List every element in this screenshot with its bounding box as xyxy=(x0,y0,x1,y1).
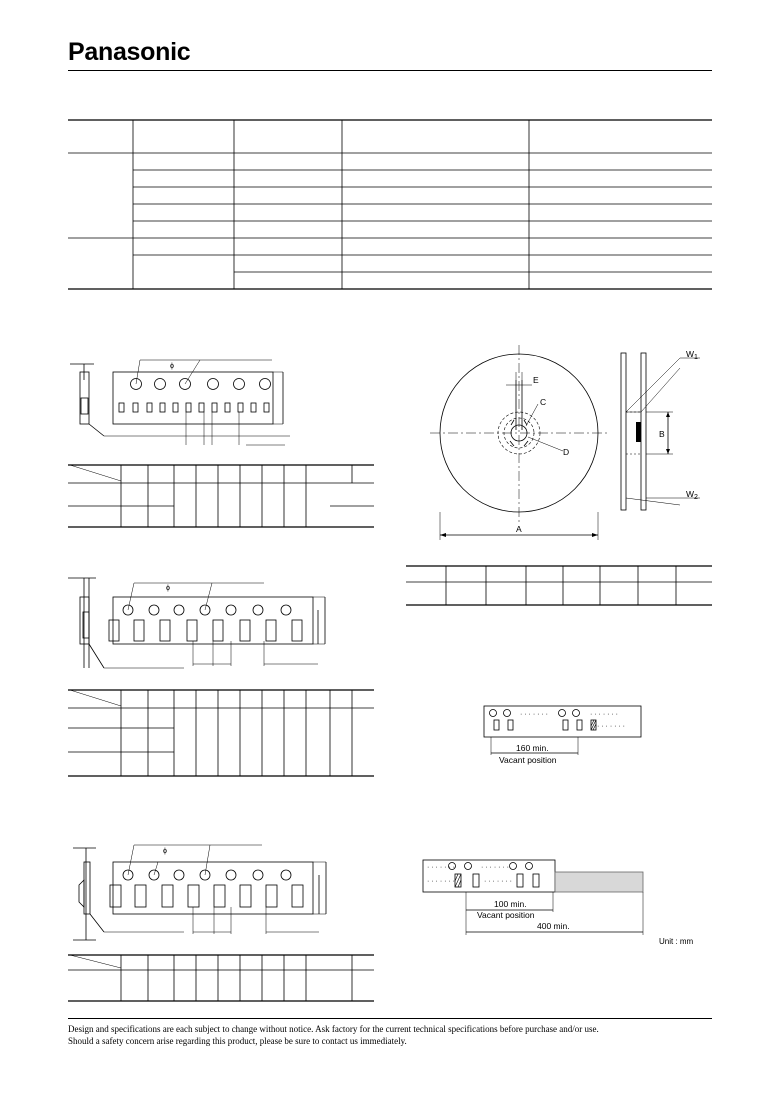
reel-side-view xyxy=(621,349,700,510)
footer-line-2: Should a safety concern arise regarding this product, please be sure to contact us immediately. xyxy=(68,1035,407,1046)
tape-table-1 xyxy=(68,465,374,527)
trailer-vacant-label: Vacant position xyxy=(477,910,535,920)
label-D: D xyxy=(563,447,570,457)
component-cavities-2 xyxy=(109,620,302,641)
label-E: E xyxy=(533,375,539,385)
leader-160-label: 160 min. xyxy=(516,743,549,753)
trailer-dots-4: · · · · · · · xyxy=(484,878,512,885)
sprocket-holes-3 xyxy=(123,870,291,880)
label-W1: W xyxy=(686,349,695,359)
reel-table xyxy=(406,566,712,605)
panasonic-logo: Panasonic xyxy=(68,38,191,66)
leader-dots-3: · · · · · · · xyxy=(597,723,625,730)
tape-drawing-1 xyxy=(70,360,290,445)
phi-label-1: ϕ xyxy=(170,363,174,370)
trailer-dots-3: · · · · · · · xyxy=(427,878,455,885)
label-A: A xyxy=(516,524,522,534)
trailer-dots-2: · · · · · · · xyxy=(481,864,509,871)
tape-table-3 xyxy=(68,955,374,1001)
tape-table-2 xyxy=(68,690,374,776)
unit-label: Unit : mm xyxy=(659,937,694,946)
label-W2-sub: 2 xyxy=(694,494,698,501)
phi-label-3: ϕ xyxy=(163,848,167,855)
tape-drawing-3 xyxy=(73,845,326,940)
leader-dots-2: · · · · · · · xyxy=(590,711,618,718)
leader-vacant-label: Vacant position xyxy=(499,755,557,765)
trailer-400-label: 400 min. xyxy=(537,921,570,931)
footer-rule xyxy=(68,1018,712,1019)
reel-front-view xyxy=(430,345,610,540)
footer-line-1: Design and specifications are each subject to change without notice. Ask factory for the current technical specifications before purchase and/or use. xyxy=(68,1024,599,1034)
phi-label-2: ϕ xyxy=(166,585,170,592)
trailer-tape-drawing xyxy=(423,860,694,946)
component-cavities-1 xyxy=(119,403,269,412)
leader-tape-drawing xyxy=(484,706,641,765)
spec-table xyxy=(68,120,712,289)
label-B: B xyxy=(659,429,665,439)
trailer-dots-1: · · · · · · · xyxy=(427,864,455,871)
footer xyxy=(68,1024,599,1047)
label-W1-sub: 1 xyxy=(694,354,698,361)
label-W2: W xyxy=(686,489,695,499)
component-cavities-3 xyxy=(110,885,303,907)
label-C: C xyxy=(540,397,547,407)
trailer-100-label: 100 min. xyxy=(494,899,527,909)
sprocket-holes-2 xyxy=(123,605,291,615)
tape-drawing-2 xyxy=(68,578,325,668)
leader-dots-1: · · · · · · · xyxy=(520,711,548,718)
sprocket-holes-1 xyxy=(131,379,271,390)
